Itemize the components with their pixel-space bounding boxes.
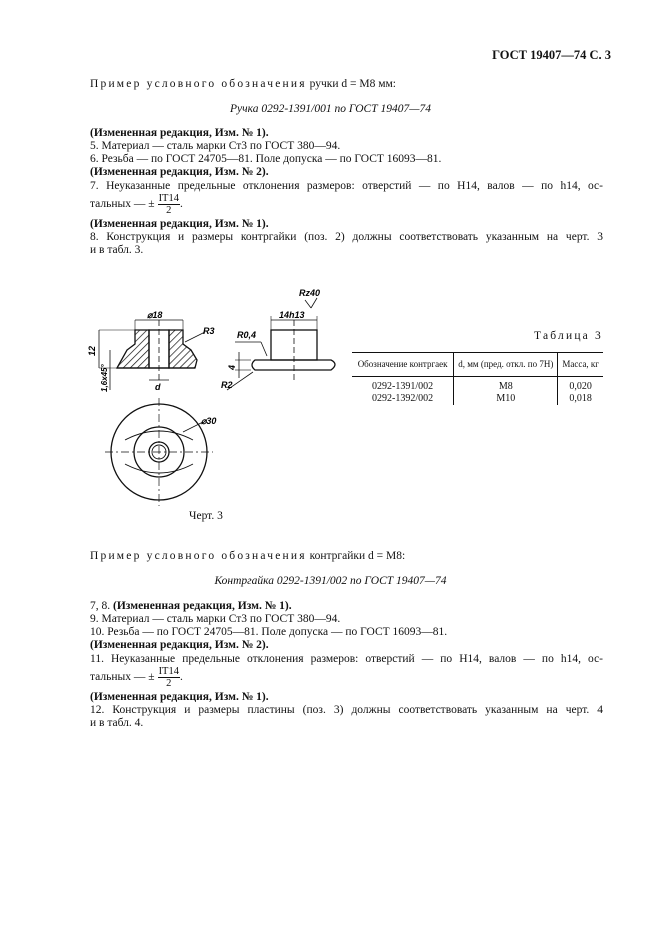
table-cell: M8 [454,377,558,394]
fraction [158,666,180,689]
item-10: 10. Резьба — по ГОСТ 24705—81. Поле допуска — по ГОСТ 16093—81. [90,626,448,638]
designation-1: Ручка 0292-1391/001 по ГОСТ 19407—74 [230,103,431,115]
edit-note: (Измененная редакция, Изм. № 2). [90,639,269,651]
fraction-denominator: 2 [166,678,172,689]
dim-14h13: 14h13 [279,310,305,320]
spec-table [352,352,603,405]
item-11-line-2: тальных — ± $\frac{IT14}{2}$ . [90,666,183,689]
example-label: Пример условного обозначения [90,550,307,562]
item-7-line-1: 7. Неуказанные предельные отклонения размеров: отверстий — по H14, валов — по h14, ос- [90,180,603,192]
fraction [158,193,180,216]
example-label: Пример условного обозначения [90,78,307,90]
fraction-denominator: 2 [166,205,172,216]
item-11-line-1: 11. Неуказанные предельные отклонения размеров: отверстий — по H14, валов — по h14, ос- [90,653,603,665]
designation-2: Контргайка 0292-1391/002 по ГОСТ 19407—74 [214,575,447,587]
example-tail: контргайки d = M8: [306,550,406,562]
item-8-line-1: 8. Конструкция и размеры контргайки (поз. 2) должны соответствовать указанным на черт. 3 [90,231,603,243]
table-cell: M10 [454,393,558,405]
edit-prefix: 7, 8. [90,600,111,612]
example-heading-1 [90,78,396,90]
drawing-caption: Черт. 3 [189,510,223,522]
fraction-numerator: IT14 [158,666,179,677]
item-7-line-2: тальных — ± $\frac{IT14}{2}$ . [90,193,183,216]
column-header: d, мм (пред. откл. по 7H) [454,353,558,377]
technical-drawing [55,280,355,510]
dim-r2: R2 [221,380,233,390]
dim-d18: ⌀18 [147,310,163,320]
page-header: ГОСТ 19407—74 С. 3 [492,48,611,62]
dim-chamfer: 1,6x45° [100,364,109,392]
column-header: Масса, кг [558,353,603,377]
item-11-text: тальных — ± [90,671,155,684]
table-row [352,393,603,405]
item-5: 5. Материал — сталь марки Ст3 по ГОСТ 380—94. [90,140,341,152]
edit-note: (Измененная редакция, Изм. № 1). [113,600,292,612]
dim-r04: R0,4 [237,330,257,340]
dim-r3: R3 [203,326,215,336]
edit-note: (Измененная редакция, Изм. № 1). [90,691,269,703]
section-view [99,320,205,390]
item-6: 6. Резьба — по ГОСТ 24705—81. Поле допуска — по ГОСТ 16093—81. [90,153,442,165]
item-12-line-1: 12. Конструкция и размеры пластины (поз. 3) должны соответствовать указанным на черт. 4 [90,704,603,716]
example-heading-2 [90,550,405,562]
edit-note: (Измененная редакция, Изм. № 1). [90,127,269,139]
item-7-text: тальных — ± [90,198,155,211]
plan-view [105,398,213,506]
dim-d: d [155,382,161,392]
column-header: Обозначение контргаек [352,353,454,377]
example-tail: ручки d = M8 мм: [306,78,396,90]
table-cell: 0,018 [558,393,603,405]
fraction-numerator: IT14 [158,193,179,204]
edit-note: (Измененная редакция, Изм. № 1). [90,218,269,230]
table-title: Таблица 3 [534,330,603,342]
item-8-line-2: и в табл. 3. [90,244,144,256]
edit-note: (Измененная редакция, Изм. № 2). [90,166,269,178]
table-cell: 0292-1391/002 [372,381,434,392]
edit-note-line [90,600,292,612]
table-cell: 0,020 [558,377,603,394]
item-12-line-2: и в табл. 4. [90,717,144,729]
dim-rz40: Rz40 [299,288,321,298]
dim-4: 4 [227,364,237,370]
table-header-row [352,353,603,377]
table-row [352,377,603,394]
item-9: 9. Материал — сталь марки Ст3 по ГОСТ 380—94. [90,613,341,625]
dim-12: 12 [87,345,97,356]
table-cell: 0292-1392/002 [372,393,434,404]
dim-d30: ⌀30 [201,416,217,426]
